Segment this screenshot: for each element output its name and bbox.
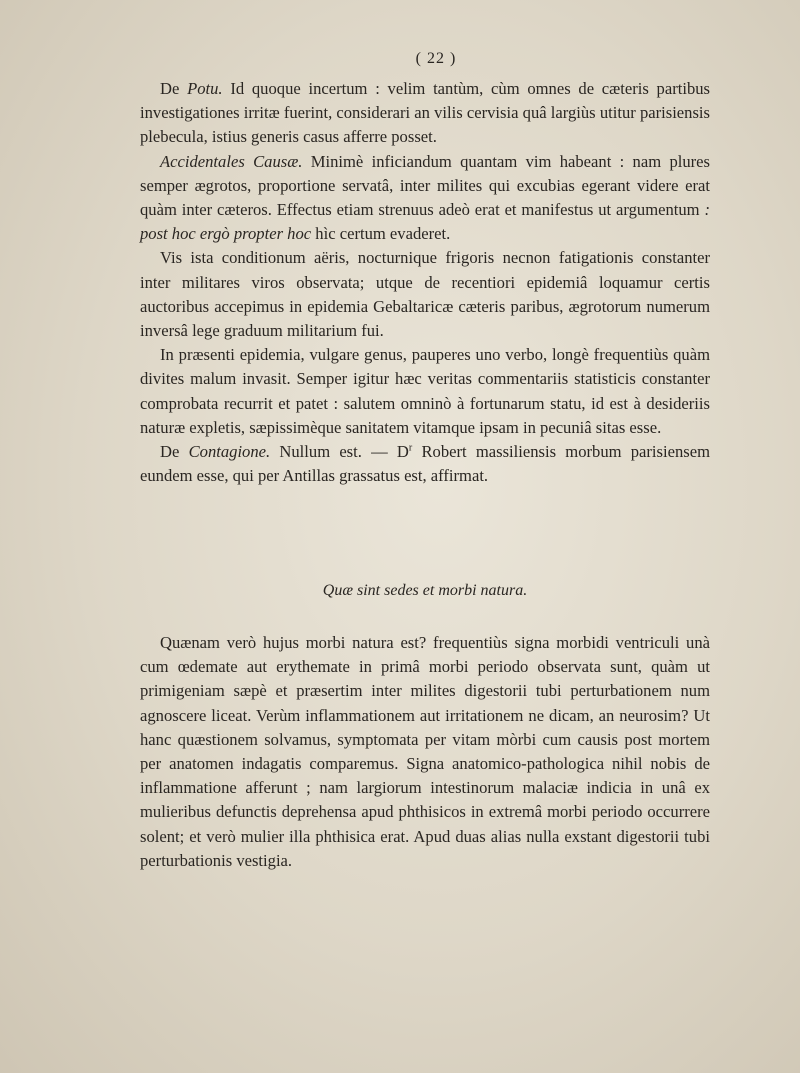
page-number: ( 22 ) (415, 50, 457, 67)
top-text-block (140, 77, 710, 488)
paragraph-text: In præsenti epidemia, vulgare genus, pauperes uno verbo, longè frequentiùs quàm divites malum invasit. Semper igitur hæc veritas commentariis statisticis constanter comprobata recurrit et patet : salutem omninò à fortunarum statu, id est à desideriis naturæ expletis, sæpissimèque sanitatem vitamque ipsam in pecuniâ sitas esse. (140, 345, 710, 437)
bottom-text-block (140, 631, 710, 873)
superscript: r (408, 442, 413, 454)
paragraph-label-italic: Contagione. (188, 442, 271, 462)
paragraph-text: Quænam verò hujus morbi natura est? frequentiùs signa morbidi ventriculi unà cum œdemate aut erythemate in primâ morbi periodo observata sunt, quàm ut primigeniam sæpè et præsertim inter milites digestorii tubi perturbationem num agnoscere liceat. Verùm inflammationem aut irritationem ne dicam, an neurosim? Ut hanc quæstionem solvamus, symptomata per vitam mòrbi cum causis post mortem per anatomen indagatis comparemus. Signa anatomico-pathologica nihil nobis de inflammatione afferunt ; nam largiorum intestinorum malaciæ indicia in unâ ex mulieribus defunctis deprehensa apud phthisicos in extremâ morbi periodo occurrere solent; et verò mulier illa phthisica erat. Apud duas alias nulla exstant digestorii tubi perturbationis vestigia. (140, 633, 710, 870)
paragraph-de-contagione (140, 440, 710, 488)
paragraph-label-prefix: De (160, 442, 189, 462)
paragraph-label-prefix: De (160, 79, 188, 98)
paragraph-text: Nullum est. — D (270, 442, 409, 462)
paragraph-text: Robert massiliensis morbum parisiensem eundem esse, qui per Antillas grassatus est, affirmat. (140, 442, 711, 486)
section-heading: Quæ sint sedes et morbi natura. (322, 582, 528, 599)
paragraph-quaenam (140, 631, 710, 873)
paragraph-text: Vis ista conditionum aëris, nocturnique frigoris necnon fatigationis constanter inter militares viros observata; utque de recentiori epidemiâ loquamur certis auctoribus accepimus in epidemia Gebaltaricæ cæteris paribus, ægrotorum numerum inversâ lege graduum militarium fui. (140, 248, 710, 341)
paragraph-text-after: hìc certum evaderet. (311, 224, 451, 244)
paragraph-de-potu (140, 77, 710, 150)
paragraph-label-italic: Accidentales Causæ. (160, 151, 303, 171)
paragraph-label-italic: Potu. (187, 79, 223, 98)
paragraph-in-praesenti (140, 343, 710, 440)
paragraph-vis-ista (140, 246, 710, 343)
paragraph-text: Id quoque incertum : velim tantùm, cùm omnes de cæteris partibus investigationes irritæ fuerint, considerari an vilis cervisia quâ largiùs utitur parisiensis plebecula, istius generis casus afferre posset. (140, 79, 711, 147)
paragraph-text: Minimè inficiandum quantam vim habeant : nam plures semper ægrotos, proportione servatâ, inter milites qui excubias egerant videre erat quàm inter cæteros. Effectus etiam strenuus adeò erat et manifestus ut argumentum (140, 151, 710, 220)
italic-phrase: : post hoc ergò propter hoc (140, 200, 710, 244)
paragraph-accidentales-causae (140, 150, 710, 247)
